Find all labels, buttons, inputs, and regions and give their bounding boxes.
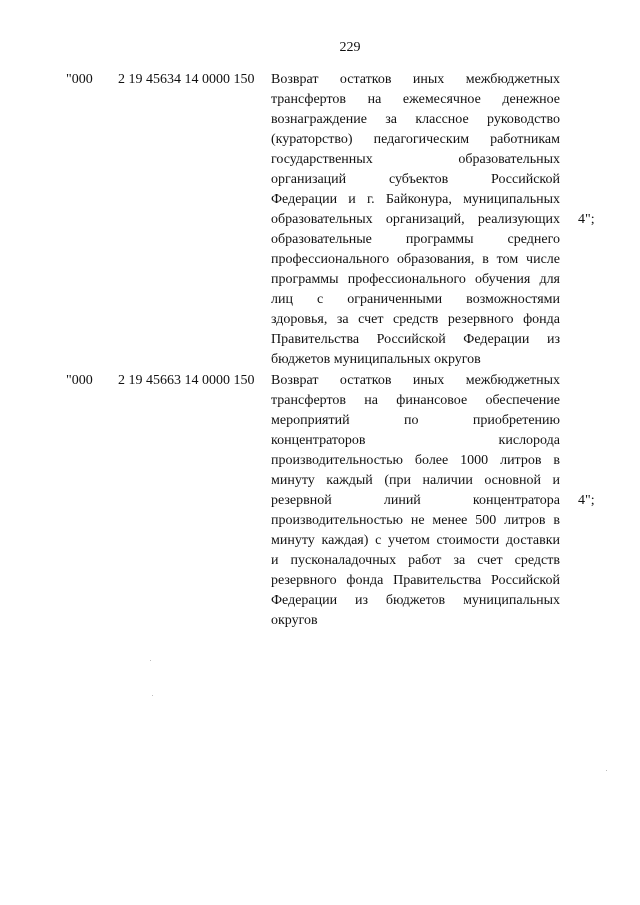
scan-speck	[152, 695, 153, 696]
description-line: организаций субъектов Российской	[271, 172, 560, 187]
budget-classification-code: 2 19 45663 14 0000 150	[118, 373, 255, 388]
description-line: резервной линий концентратора	[271, 493, 560, 508]
description-line: (кураторство) педагогическим работникам	[271, 132, 560, 147]
scan-speck	[150, 660, 151, 661]
budget-classification-code: 2 19 45634 14 0000 150	[118, 72, 255, 87]
description-line: Федерации и г. Байконура, муниципальных	[271, 192, 560, 207]
description-line: и пусконаладочных работ за счет средств	[271, 553, 560, 568]
row-description	[271, 371, 560, 631]
description-line: трансфертов на ежемесячное денежное	[271, 92, 560, 107]
description-line: мероприятий по приобретению	[271, 413, 560, 428]
description-line: минуту каждый (при наличии основной и	[271, 473, 560, 488]
description-line: трансфертов на финансовое обеспечение	[271, 393, 560, 408]
description-line: минуту каждая) с учетом стоимости доставки	[271, 533, 560, 548]
description-line: производительностью более 1000 литров в	[271, 453, 560, 468]
page-number: 229	[339, 40, 361, 55]
description-line: резервного фонда Правительства Российской	[271, 573, 560, 588]
description-line: образовательные программы среднего	[271, 232, 560, 247]
description-line: производительностью не менее 500 литров в	[271, 513, 560, 528]
admin-code: "000	[66, 72, 93, 87]
description-line: Возврат остатков иных межбюджетных	[271, 72, 560, 87]
description-line: округов	[271, 613, 318, 628]
description-line: Федерации из бюджетов муниципальных	[271, 593, 560, 608]
description-line: Возврат остатков иных межбюджетных	[271, 373, 560, 388]
amount: 4";	[578, 212, 595, 227]
description-line: концентраторов кислорода	[271, 433, 560, 448]
description-line: лиц с ограниченными возможностями	[271, 292, 560, 307]
scan-speck	[606, 770, 607, 771]
description-line: программы профессионального обучения для	[271, 272, 560, 287]
description-line: профессионального образования, в том числе	[271, 252, 560, 267]
description-line: образовательных организаций, реализующих	[271, 212, 560, 227]
description-line: государственных образовательных	[271, 152, 560, 167]
admin-code: "000	[66, 373, 93, 388]
description-line: вознаграждение за классное руководство	[271, 112, 560, 127]
amount: 4";	[578, 493, 595, 508]
description-line: здоровья, за счет средств резервного фонда	[271, 312, 560, 327]
row-description	[271, 70, 560, 370]
description-line: Правительства Российской Федерации из	[271, 332, 560, 347]
description-line: бюджетов муниципальных округов	[271, 352, 481, 367]
